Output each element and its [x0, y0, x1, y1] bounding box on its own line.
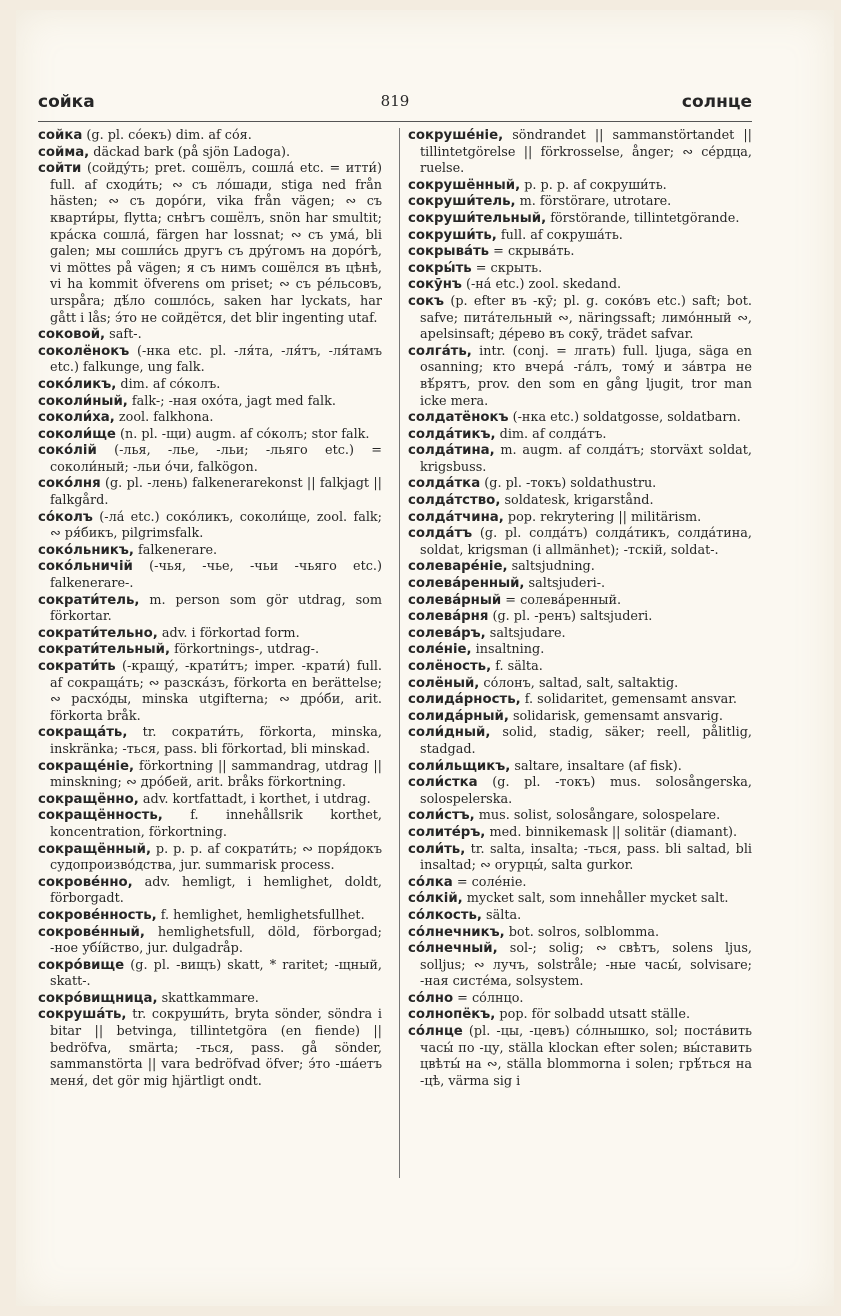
- dictionary-entry: [408, 128, 752, 178]
- entry-definition: förstörande, tillintetgörande.: [546, 210, 740, 226]
- entry-headword: сокруши́ть,: [408, 227, 497, 243]
- entry-headword: солга́ть,: [408, 343, 472, 359]
- entry-headword: сокъ: [408, 293, 445, 309]
- entry-headword: соли́стка: [408, 775, 478, 791]
- entry-headword: со́лка: [408, 874, 453, 890]
- entry-headword: со́лнечникъ,: [408, 924, 505, 940]
- entry-definition: solid, stadig, säker; reell, pålitlig, stadgad.: [420, 725, 752, 757]
- entry-headword: сокруша́ть,: [38, 1007, 127, 1023]
- entry-definition: (g. pl. -ренъ) saltsjuderi.: [488, 609, 653, 625]
- entry-definition: solidarisk, gemensamt ansvarig.: [508, 708, 723, 724]
- entry-definition: f. hemlighet, hemlighetsfullhet.: [156, 907, 365, 923]
- entry-definition: sol-; solig; ∾ свѣтъ, solens ljus, solljus; ∾ лучъ, solstråle; -ные часы́, solvisare; -ная систе́ма, solsystem.: [420, 941, 752, 990]
- dictionary-entry: [38, 626, 382, 643]
- entry-definition: f. sälta.: [491, 659, 543, 674]
- entry-headword: соколи́ще: [38, 426, 116, 442]
- entry-definition: (g. pl. солда́тъ) солда́тикъ, солда́тина, soldat, krigsman (i allmänhet); -тскій, soldat-.: [420, 526, 752, 558]
- dictionary-entry: [38, 410, 382, 427]
- dictionary-entry: [408, 775, 752, 808]
- dictionary-entry: [408, 941, 752, 991]
- entry-definition: m. person som gör utdrag, som förkortar.: [50, 592, 382, 625]
- dictionary-entry: [38, 394, 382, 411]
- left-column: [38, 128, 382, 1090]
- dictionary-entry: [38, 991, 382, 1008]
- entry-headword: солева́ръ,: [408, 625, 486, 641]
- entry-headword: сокӯнъ: [408, 277, 462, 293]
- dictionary-entry: [408, 277, 752, 294]
- dictionary-entry: [38, 659, 382, 725]
- dictionary-entry: [408, 825, 752, 842]
- dictionary-entry: [38, 808, 382, 841]
- dictionary-entry: [38, 128, 382, 145]
- entry-headword: солда́тство,: [408, 493, 501, 509]
- dictionary-entry: [408, 759, 752, 776]
- dictionary-entry: [38, 476, 382, 509]
- entry-headword: сокруше́ніе,: [408, 128, 504, 143]
- entry-headword: со́лнце: [408, 1024, 463, 1040]
- entry-definition: saltare, insaltare (af fisk).: [510, 758, 682, 774]
- entry-definition: mus. solist, solosångare, solospelare.: [474, 808, 721, 824]
- entry-headword: солева́рный: [408, 592, 502, 608]
- entry-headword: соко́ликъ,: [38, 376, 117, 392]
- entry-headword: сокраща́ть,: [38, 725, 128, 741]
- dictionary-entry: [38, 908, 382, 925]
- column-divider: [399, 128, 400, 1178]
- entry-headword: соли́дный,: [408, 725, 491, 741]
- entry-headword: сократи́ть: [38, 659, 116, 674]
- header-rule: [38, 121, 752, 122]
- entry-headword: соко́лій: [38, 443, 97, 459]
- entry-headword: сокращённость,: [38, 808, 163, 824]
- entry-headword: солда́тикъ,: [408, 426, 496, 442]
- entry-headword: солдатёнокъ: [408, 410, 509, 426]
- entry-definition: (g. pl. -вищъ) skatt, * raritet; -щный, skatt-.: [50, 957, 382, 990]
- entry-headword: сокраще́ніе,: [38, 758, 135, 774]
- entry-headword: со́лкость,: [408, 907, 482, 923]
- dictionary-entry: [38, 842, 382, 875]
- entry-headword: солда́тка: [408, 476, 481, 492]
- entry-definition: f. solidaritet, gemensamt ansvar.: [520, 692, 737, 708]
- entry-headword: солёность,: [408, 659, 492, 674]
- dictionary-entry: [38, 559, 382, 592]
- dictionary-entry: [408, 493, 752, 510]
- entry-definition: (-нка etc.) soldatgosse, soldatbarn.: [508, 410, 741, 426]
- entry-definition: adv. kortfattadt, i korthet, i utdrag.: [138, 791, 371, 807]
- entry-headword: солда́тъ: [408, 526, 473, 542]
- entry-definition: (pl. -цы, -цевъ) со́лнышко, sol; поста́вить часы́ по -цу, ställa klockan efter solen; вы́ставить цвѣты́ на ∾, ställa blommorna i solen; грѣ́ться на -цѣ, värma sig i: [420, 1024, 752, 1089]
- entry-definition: dim. af солда́тъ.: [495, 426, 607, 442]
- entry-definition: = со́лнцо.: [453, 990, 524, 1006]
- entry-definition: saft-.: [105, 327, 142, 343]
- entry-definition: soldatesk, krigarstånd.: [500, 493, 654, 509]
- page-number: 819: [380, 92, 410, 110]
- header-right-guide-word: солнце: [681, 92, 752, 112]
- entry-headword: сойма,: [38, 144, 90, 160]
- entry-headword: сокрыва́ть: [408, 244, 490, 260]
- entry-definition: = соле́ніе.: [452, 874, 527, 890]
- dictionary-entry: [408, 908, 752, 925]
- dictionary-entry: [408, 211, 752, 228]
- dictionary-entry: [408, 808, 752, 825]
- entry-definition: со́лонъ, saltad, salt, saltaktig.: [479, 675, 679, 691]
- dictionary-entry: [408, 476, 752, 493]
- page-header: [38, 92, 752, 120]
- dictionary-entry: [408, 875, 752, 892]
- entry-headword: сокро́вище: [38, 957, 125, 973]
- entry-definition: full. af сокруша́ть.: [496, 227, 623, 243]
- entry-definition: adv. hemligt, i hemlighet, doldt, förborgadt.: [50, 874, 382, 907]
- dictionary-entry: [408, 676, 752, 693]
- dictionary-entry: [408, 178, 752, 195]
- dictionary-entry: [408, 642, 752, 659]
- entry-headword: солёный,: [408, 675, 480, 691]
- dictionary-entry: [38, 925, 382, 958]
- dictionary-entry: [408, 709, 752, 726]
- entry-headword: сокращённый,: [38, 841, 152, 857]
- entry-headword: со́лкій,: [408, 891, 463, 907]
- entry-headword: солда́тчина,: [408, 509, 504, 525]
- entry-definition: förkortnings-, utdrag-.: [170, 642, 320, 658]
- dictionary-entry: [38, 593, 382, 626]
- dictionary-entry: [38, 427, 382, 444]
- entry-headword: соле́ніе,: [408, 642, 472, 658]
- dictionary-entry: [38, 327, 382, 344]
- right-column: [408, 128, 752, 1090]
- dictionary-entry: [408, 1007, 752, 1024]
- entry-headword: соковой,: [38, 327, 106, 343]
- dictionary-entry: [38, 344, 382, 377]
- entry-headword: со́лно: [408, 990, 454, 1006]
- entry-headword: сойти: [38, 161, 82, 177]
- entry-headword: сокро́вищница,: [38, 990, 158, 1006]
- dictionary-entry: [38, 759, 382, 792]
- entry-definition: sälta.: [481, 907, 522, 923]
- dictionary-entry: [38, 958, 382, 991]
- entry-definition: (-ла́ etc.) соко́ликъ, соколи́ще, zool. falk; ∾ ря́бикъ, pilgrimsfalk.: [50, 509, 382, 542]
- entry-headword: соли́льщикъ,: [408, 758, 511, 774]
- dictionary-entry: [408, 410, 752, 427]
- entry-headword: со́лнечный,: [408, 941, 498, 957]
- dictionary-entry: [408, 609, 752, 626]
- dictionary-entry: [408, 261, 752, 278]
- dictionary-entry: [408, 443, 752, 476]
- dictionary-entry: [408, 510, 752, 527]
- entry-headword: соко́льникъ,: [38, 542, 134, 558]
- entry-definition: mycket salt, som innehåller mycket salt.: [462, 891, 729, 907]
- entry-headword: солда́тина,: [408, 443, 495, 459]
- entry-definition: adv. i förkortad form.: [157, 625, 300, 641]
- entry-headword: сокры́ть: [408, 260, 472, 276]
- dictionary-entry: [38, 543, 382, 560]
- entry-headword: соко́льничій: [38, 559, 133, 575]
- entry-headword: соли́стъ,: [408, 808, 475, 824]
- entry-definition: saltsjudare.: [485, 625, 566, 641]
- dictionary-entry: [408, 559, 752, 576]
- entry-definition: skattkammare.: [157, 990, 259, 1006]
- entry-definition: pop. rekrytering || militärism.: [503, 509, 702, 525]
- entry-definition: saltsjuderi-.: [524, 576, 606, 592]
- entry-headword: солева́ренный,: [408, 576, 525, 592]
- dictionary-entry: [408, 576, 752, 593]
- entry-headword: солида́рный,: [408, 708, 509, 724]
- entry-definition: (g. pl. со́екъ) dim. af со́я.: [82, 128, 252, 143]
- header-left-guide-word: сойка: [38, 92, 95, 112]
- dictionary-entry: [38, 875, 382, 908]
- entry-headword: сокращённо,: [38, 791, 139, 807]
- entry-headword: сокрове́нность,: [38, 907, 157, 923]
- entry-definition: intr. (conj. = лгать) full. ljuga, säga en osanning; кто вчера́ -га́лъ, тому́ и за́втра не вѣ́рятъ, prov. den som en gång ljugit, tror man icke mera.: [420, 343, 752, 409]
- dictionary-entry: [38, 792, 382, 809]
- entry-definition: förkortning || sammandrag, utdrag || minskning; ∾ дро́бей, arit. bråks förkortning.: [50, 758, 382, 791]
- entry-definition: = скрыва́ть.: [489, 244, 575, 260]
- entry-definition: söndrandet || sammanstörtandet || tillintetgörelse || förkrosselse, ånger; ∾ се́рдца, ruelse.: [420, 128, 752, 177]
- dictionary-entry: [408, 593, 752, 610]
- dictionary-entry: [408, 526, 752, 559]
- dictionary-entry: [408, 228, 752, 245]
- dictionary-entry: [38, 443, 382, 476]
- entry-definition: hemlighetsfull, döld, förborgad; -ное убі́йство, jur. dulgadråp.: [50, 924, 382, 957]
- entry-headword: соли́ть,: [408, 841, 466, 857]
- entry-definition: insaltning.: [471, 642, 545, 658]
- entry-definition: (g. pl. -лень) falkenerarekonst || falkjagt || falkgård.: [50, 476, 382, 509]
- dictionary-entry: [38, 145, 382, 162]
- entry-definition: f. innehållsrik korthet, koncentration, förkortning.: [50, 808, 382, 840]
- dictionary-entry: [408, 244, 752, 261]
- entry-definition: pop. för solbadd utsatt ställe.: [495, 1007, 691, 1023]
- entry-headword: сокруши́тель,: [408, 194, 516, 210]
- entry-headword: сократи́тельный,: [38, 642, 171, 658]
- dictionary-entry: [38, 1007, 382, 1090]
- dictionary-entry: [408, 692, 752, 709]
- entry-definition: däckad bark (på sjön Ladoga).: [89, 144, 291, 160]
- entry-headword: солнопёкъ,: [408, 1007, 496, 1023]
- dictionary-entry: [408, 659, 752, 676]
- dictionary-entry: [408, 925, 752, 942]
- entry-definition: saltsjudning.: [507, 559, 595, 575]
- entry-definition: (-чья, -чье, -чьи -чьяго etc.) falkenerare-.: [50, 559, 382, 592]
- dictionary-entry: [408, 891, 752, 908]
- entry-definition: p. p. p. af сокруши́ть.: [520, 177, 667, 193]
- dictionary-entry: [38, 161, 382, 327]
- entry-headword: сократи́тель,: [38, 592, 140, 608]
- entry-definition: (сойду́ть; pret. сошёлъ, сошла́ etc. = итти́) full. af сходи́ть; ∾ съ ло́шади, stiga ned från hästen; ∾ съ доро́ги, vika från vägen; ∾ съ кварти́ры, flytta; снѣгъ сошёлъ, snön har smultit; кра́ска сошла́, färgen har lossnat; ∾ съ ума́, bli galen; мы сошли́сь другъ съ дру́гомъ на доро́гѣ, vi möttes på vägen; я съ нимъ сошёлся въ цѣнѣ, vi ha kommit öfverens om priset; ∾ съ ре́льсовъ, urspåra; дѣ́ло сошло́сь, saken har lyckats, har gått i lås; э́то не сойдётся, det blir ingenting utaf.: [50, 161, 382, 326]
- dictionary-entry: [408, 294, 752, 344]
- entry-headword: сокруши́тельный,: [408, 210, 547, 226]
- entry-headword: сокрове́нный,: [38, 924, 145, 940]
- entry-headword: сократи́тельно,: [38, 625, 158, 641]
- entry-headword: солева́рня: [408, 609, 489, 625]
- entry-definition: (g. pl. -токъ) soldathustru.: [480, 476, 657, 492]
- dictionary-entry: [408, 194, 752, 211]
- entry-definition: (-нка etc. pl. -ля́та, -ля́тъ, -ля́тамъ etc.) falkunge, ung falk.: [50, 343, 382, 376]
- dictionary-entry: [408, 1024, 752, 1090]
- dictionary-entry: [38, 510, 382, 543]
- dictionary-entry: [408, 725, 752, 758]
- entry-definition: tr. сокруши́ть, bryta sönder, söndra i bitar || betvinga, tillintetgöra (en fiende) || bedröfva, smärta; -ться, pass. gå sönder, sammanstörta || vara bedröfvad öfver; э́то -ша́етъ меня́, det gör mig hjärtligt ondt.: [50, 1007, 382, 1089]
- dictionary-entry: [38, 642, 382, 659]
- entry-headword: сокрове́нно,: [38, 874, 133, 890]
- entry-definition: p. p. p. af сократи́ть; ∾ поря́докъ судопроизво́дства, jur. summarisk process.: [50, 841, 382, 874]
- dictionary-entry: [408, 842, 752, 875]
- entry-headword: сойка: [38, 128, 83, 143]
- entry-headword: солида́рность,: [408, 692, 521, 708]
- entry-definition: bot. solros, solblomma.: [504, 924, 660, 940]
- dictionary-entry: [408, 344, 752, 410]
- entry-definition: m. augm. af солда́тъ; storväxt soldat, krigsbuss.: [420, 443, 752, 475]
- entry-definition: tr. salta, insalta; -ться, pass. bli saltad, bli insaltad; ∾ огурцы́, salta gurkor.: [420, 841, 752, 874]
- entry-headword: соколи́ный,: [38, 393, 128, 409]
- dictionary-entry: [408, 991, 752, 1008]
- entry-headword: солите́ръ,: [408, 824, 486, 840]
- entry-definition: (-кращу́, -крати́тъ; imper. -крати́) full. af сокраща́ть; ∾ разска́зъ, förkorta en berättelse; ∾ расхо́ды, minska utgifterna; ∾ дро́би, arit. förkorta bråk.: [50, 659, 382, 724]
- entry-definition: zool. falkhona.: [114, 410, 214, 426]
- entry-definition: (-на́ etc.) zool. skedand.: [461, 277, 622, 293]
- entry-definition: falk-; -ная охо́та, jagt med falk.: [127, 393, 336, 409]
- entry-definition: (p. efter въ -кӯ; pl. g. соко́въ etc.) saft; bot. safve; пита́тельный ∾, näringssaft; лимо́нный ∾, apelsinsaft; де́рево въ сокӯ, trädet safvar.: [420, 293, 752, 343]
- entry-definition: (-лья, -лье, -льи; -льяго etc.) = соколи́ный; -льи о́чи, falkögon.: [50, 443, 382, 475]
- entry-definition: (n. pl. -щи) augm. af со́колъ; stor falk.: [115, 426, 370, 442]
- entry-headword: соколи́ха,: [38, 410, 115, 426]
- entry-definition: med. binnikemask || solitär (diamant).: [485, 824, 738, 840]
- entry-headword: соко́лня: [38, 476, 101, 492]
- dictionary-entry: [408, 427, 752, 444]
- dictionary-entry: [38, 377, 382, 394]
- dictionary-entry: [38, 725, 382, 758]
- entry-definition: = скрыть.: [471, 260, 543, 276]
- dictionary-entry: [408, 626, 752, 643]
- entry-definition: m. förstörare, utrotare.: [515, 194, 672, 210]
- entry-headword: со́колъ: [38, 509, 93, 525]
- entry-definition: dim. af со́колъ.: [116, 376, 221, 392]
- entry-definition: (g. pl. -токъ) mus. solosångerska, solospelerska.: [420, 775, 752, 807]
- entry-headword: солеваре́ніе,: [408, 559, 508, 575]
- entry-headword: сокрушённый,: [408, 177, 521, 193]
- entry-definition: tr. сократи́ть, förkorta, minska, inskränka; -ться, pass. bli förkortad, bli minskad.: [50, 725, 382, 757]
- entry-definition: = солева́ренный.: [501, 592, 622, 608]
- entry-headword: соколёнокъ: [38, 343, 130, 359]
- entry-definition: falkenerare.: [133, 542, 218, 558]
